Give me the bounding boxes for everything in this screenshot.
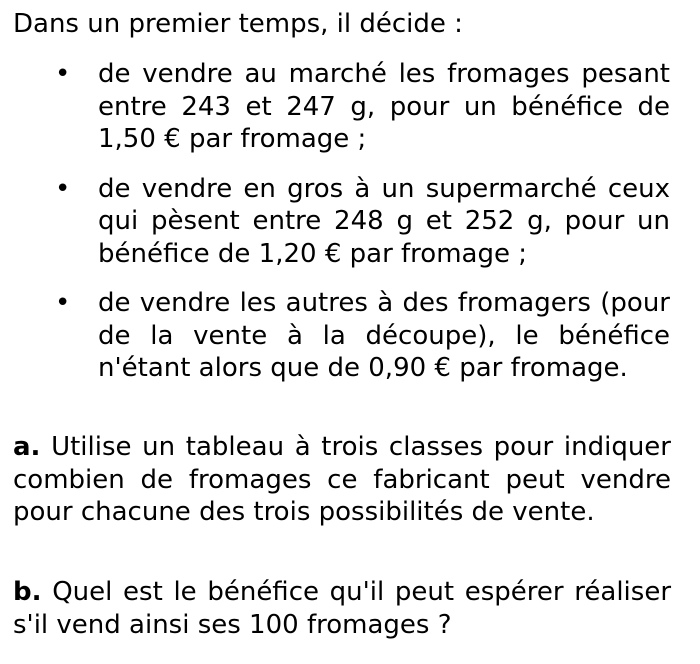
question-a bbox=[13, 431, 671, 529]
bullet-icon: • bbox=[55, 59, 71, 89]
question-a-label: a. bbox=[13, 432, 41, 462]
bullet-icon: • bbox=[55, 288, 71, 318]
question-b-label: b. bbox=[13, 577, 42, 607]
question-b-text: Quel est le bénéfice qu'il peut espérer réaliser s'il vend ainsi ses 100 fromages ? bbox=[13, 577, 672, 640]
bullet-icon: • bbox=[55, 173, 71, 204]
option-cheesemongers-text: de vendre les autres à des fromagers (pour de la vente à la découpe), le bénéfice n'étant alors que de 0,90 € par fromage. bbox=[98, 288, 670, 383]
option-supermarket-text: de vendre en gros à un supermarché ceux qui pèsent entre 248 g et 252 g, pour un bénéfice de 1,20 € par fromage ; bbox=[98, 173, 670, 269]
option-market-text: de vendre au marché les fromages pesant entre 243 et 247 g, pour un bénéfice de 1,50 € par fromage ; bbox=[98, 59, 670, 154]
list-item bbox=[0, 287, 700, 385]
intro-text: Dans un premier temps, il décide : bbox=[13, 9, 463, 39]
list-item bbox=[0, 173, 700, 271]
question-b bbox=[13, 576, 671, 641]
list-item bbox=[0, 58, 700, 156]
options-list bbox=[0, 58, 700, 402]
question-a-text: Utilise un tableau à trois classes pour indiquer combien de fromages ce fabricant peut vendre pour chacune des trois possibilités de vente. bbox=[13, 432, 671, 527]
